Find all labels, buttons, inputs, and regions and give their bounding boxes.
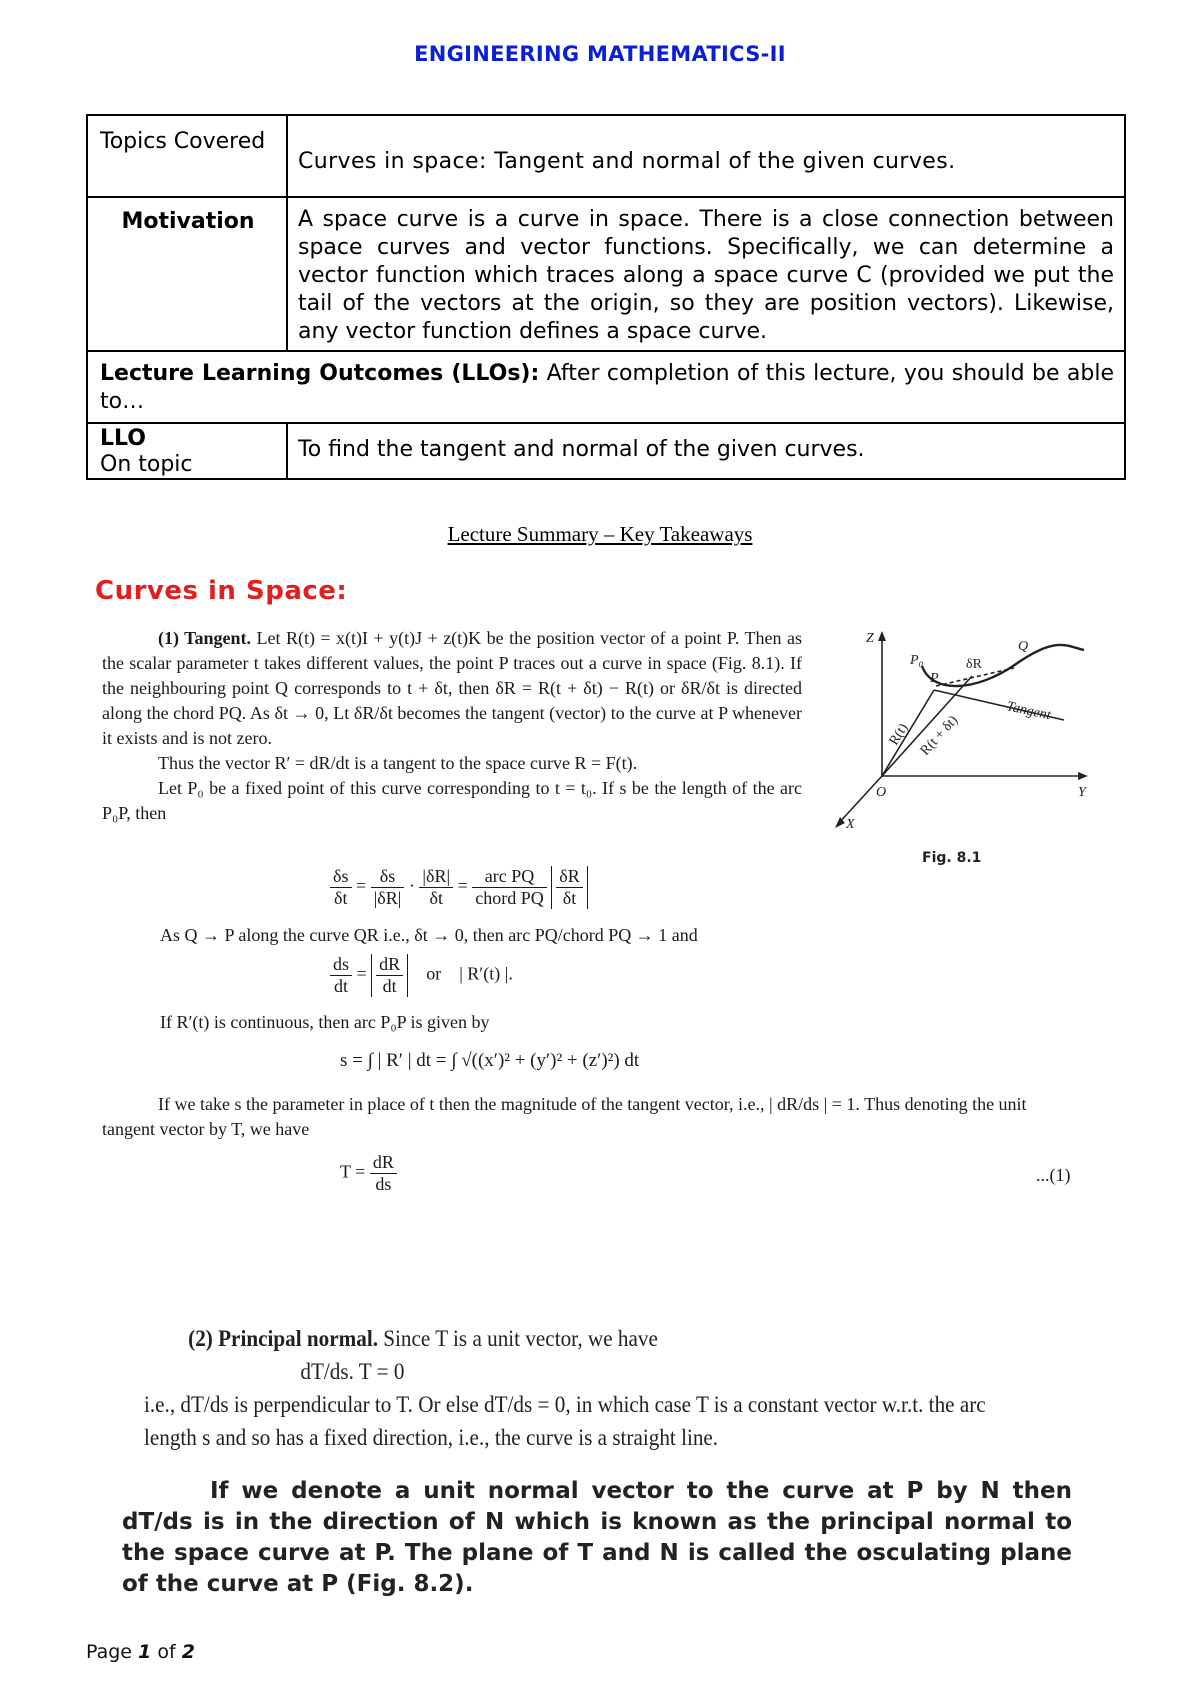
eq2-or: or xyxy=(426,963,442,984)
eq1d-den: chord PQ xyxy=(475,888,544,908)
llo-intro-text: After completion of this lecture, you should be able to… xyxy=(100,361,1114,414)
normal-heading: (2) Principal normal. xyxy=(188,1326,378,1351)
label-y: Y xyxy=(1078,785,1086,800)
eq1c-den: δt xyxy=(429,888,443,908)
space-curve xyxy=(922,645,1084,686)
tangent-p6: If we take s the parameter in place of t then the magnitude of the tangent vector, i.e., | dR/ds | = 1. Thus denoting the unit tangent vector by T, we have xyxy=(102,1094,1027,1139)
tangent-p4: As Q → P along the curve QR i.e., δt → 0, then arc PQ/chord PQ → 1 and xyxy=(160,925,698,945)
x-axis xyxy=(838,776,882,824)
llo-label: LLO xyxy=(100,426,146,451)
eq1b-num: δs xyxy=(371,866,405,888)
label-o: O xyxy=(876,785,887,800)
eq4-den: ds xyxy=(375,1174,392,1194)
equation-tag: ...(1) xyxy=(1036,1165,1071,1185)
topics-row xyxy=(87,115,1125,197)
equation-ds-dt-2: $\frac{ds}{dt}$ = $\frac{dR}{dt}$ or | R′(t) |. xyxy=(330,954,513,997)
tangent-p1: Let R(t) = x(t)I + y(t)J + z(t)K be the position vector of a point P. Then as the scalar parameter t takes different values, the point P traces out a curve in space (Fig. 8.1). If the neighbouring point Q corresponds to t + δt, then δR = R(t + δt) − R(t) or δR/δt is directed along the chord PQ. As δt → 0, Lt δR/δt becomes the tangent (vector) to the curve at P whenever it exists and is not zero. xyxy=(102,628,802,748)
llo-value: To find the tangent and normal of the given curves. xyxy=(287,423,1125,479)
tangent-heading: (1) Tangent. xyxy=(158,628,251,648)
principal-normal-text xyxy=(144,1322,1009,1454)
lecture-info-table xyxy=(86,114,1126,480)
topics-value: Curves in space: Tangent and normal of the given curves. xyxy=(287,115,1125,197)
page-total: 2 xyxy=(181,1641,195,1663)
llo-row xyxy=(87,423,1125,479)
label-rt: R(t) xyxy=(886,721,912,749)
label-p: P xyxy=(930,671,939,686)
llo-sublabel: On topic xyxy=(100,452,193,477)
label-x: X xyxy=(846,817,855,832)
llo-intro-row xyxy=(87,351,1125,423)
equation-arc-length: s = ∫ | R′ | dt = ∫ √((x′)² + (y′)² + (z′)²) dt xyxy=(340,1050,640,1071)
label-rtdt: R(t + δt) xyxy=(917,713,962,759)
label-dr: δR xyxy=(966,657,982,672)
label-tangent: Tangent xyxy=(1005,699,1052,724)
tangent-p2: Thus the vector R′ = dR/dt is a tangent to the space curve R = F(t). xyxy=(158,753,638,773)
tangent-p6-block xyxy=(102,1092,1082,1142)
eq1d-num: arc PQ xyxy=(472,866,547,888)
eq4-num: dR xyxy=(370,1152,397,1174)
page-number: 1 xyxy=(138,1641,152,1663)
page-footer xyxy=(86,1641,195,1663)
llo-intro xyxy=(87,351,1125,423)
normal-l1: Since T is a unit vector, we have xyxy=(377,1326,658,1351)
label-p0: P₀ xyxy=(910,653,924,668)
eq1e-den: δt xyxy=(562,888,577,908)
equation-ds-dt: $\frac{\delta s}{\delta t}$ = $\frac{\delta s}{|\delta R|}$ · $\frac{|\delta R|}{\delta t}$ = $\frac{\text{arc PQ}}{\text{chord PQ}}$ $\frac{\delta R}{\delta t}$ xyxy=(330,866,588,909)
motivation-row xyxy=(87,197,1125,351)
of-word: of xyxy=(157,1641,176,1663)
summary-heading: Lecture Summary – Key Takeaways xyxy=(447,522,753,546)
motivation-text: A space curve is a curve in space. There is a close connection between space curves and vector functions. Specifically, we can determine a vector function which traces along a space curve C (provided we put the tail of the vectors at the origin, so they are position vectors). Likewise, any vector function defines a space curve. xyxy=(287,197,1125,351)
eq4-lhs: T = xyxy=(340,1161,366,1182)
eq1-den: δt xyxy=(334,888,348,908)
eq1b-den: |δR| xyxy=(373,888,402,908)
label-z: Z xyxy=(866,631,874,646)
section-title: Curves in Space: xyxy=(95,576,348,606)
llo-label-cell xyxy=(87,423,287,479)
document-title: ENGINEERING MATHEMATICS-II xyxy=(414,42,786,66)
page-word: Page xyxy=(86,1641,132,1663)
normal-l2: dT/ds. T = 0 xyxy=(300,1359,405,1384)
figure-8-1 xyxy=(826,628,1096,868)
tangent-p5: If R′(t) is continuous, then arc P₀P is given by xyxy=(160,1012,490,1032)
figure-caption: Fig. 8.1 xyxy=(922,850,982,866)
equation-unit-tangent xyxy=(340,1152,397,1195)
label-q: Q xyxy=(1018,639,1029,654)
eq1c-num: |δR| xyxy=(419,866,453,888)
llo-heading: Lecture Learning Outcomes (LLOs): xyxy=(100,361,540,386)
tangent-text xyxy=(102,626,802,826)
normal-l3: i.e., dT/ds is perpendicular to T. Or else dT/ds = 0, in which case T is a constant vector w.r.t. the arc length s and so has a fixed direction, i.e., the curve is a straight line. xyxy=(144,1392,986,1450)
eq2-rhs: | R′(t) |. xyxy=(459,963,513,984)
tangent-p3: Let P₀ be a fixed point of this curve corresponding to t = t₀. If s be the length of the arc P₀P, then xyxy=(102,778,802,823)
eq1-num: δs xyxy=(330,866,352,888)
topics-label: Topics Covered xyxy=(87,115,287,197)
principal-text: If we denote a unit normal vector to the curve at P by N then dT/ds is in the direction of N which is known as the principal normal to the space curve at P. The plane of T and N is called the osculating plane of the curve at P (Fig. 8.2). xyxy=(122,1478,1072,1597)
motivation-label: Motivation xyxy=(87,197,287,351)
principal-normal-definition xyxy=(122,1476,1072,1600)
eq1e-num: δR xyxy=(556,866,583,888)
